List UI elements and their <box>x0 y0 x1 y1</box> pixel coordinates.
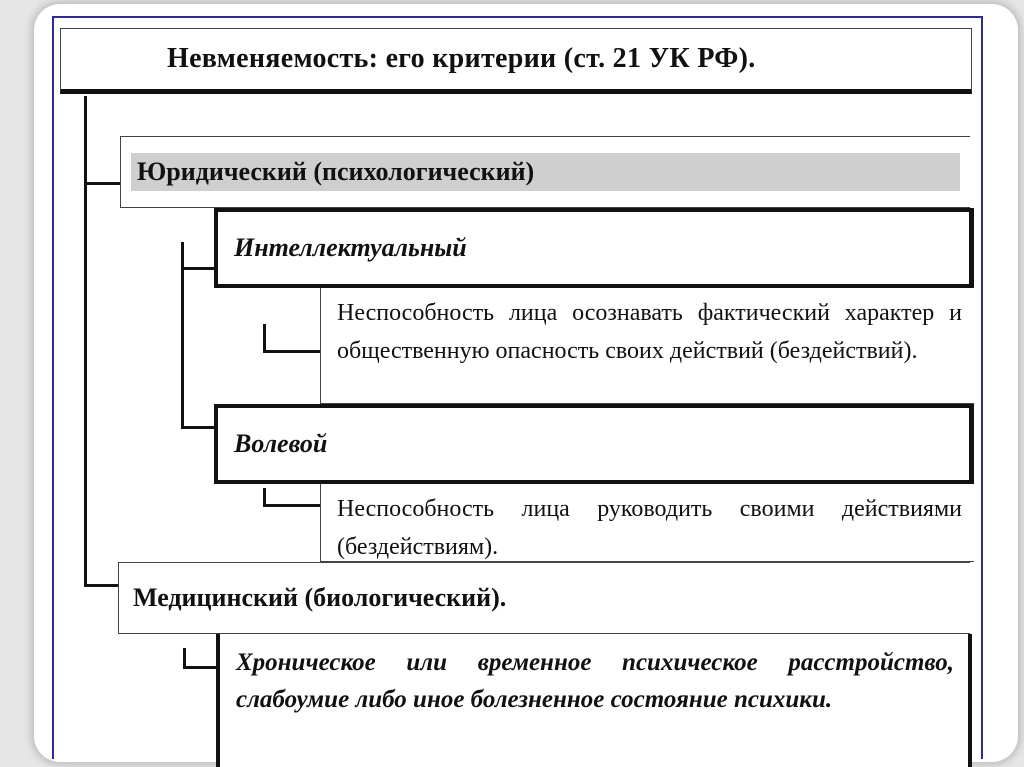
medical-description-box <box>216 634 972 767</box>
connector-to-medical-desc <box>183 666 217 669</box>
connector-to-volitional <box>181 426 216 429</box>
volitional-criterion-box: Волевой <box>214 404 974 484</box>
connector-to-intellectual <box>181 267 216 270</box>
intellectual-description-box <box>320 288 974 404</box>
connector-intellectual-desc-vertical <box>263 324 266 352</box>
connector-to-intellectual-desc <box>263 350 321 353</box>
intellectual-criterion-box: Интеллектуальный <box>214 208 974 288</box>
connector-to-medical <box>84 584 120 587</box>
volitional-description-box <box>320 484 974 562</box>
juridical-criterion-label: Юридический (психологический) <box>131 153 960 191</box>
volitional-description: Неспособность лица руководить своими действиями (бездействиям). <box>337 496 962 560</box>
medical-description: Хроническое или временное психическое расстройство, слабоумие либо иное болезненное состояние психики. <box>236 649 954 713</box>
page-title: Невменяемость: его критерии (ст. 21 УК РФ). <box>60 28 972 94</box>
medical-criterion-box: Медицинский (биологический). <box>118 562 970 634</box>
connector-to-juridical <box>84 182 122 185</box>
juridical-criterion-box <box>120 136 970 208</box>
connector-medical-desc-vertical <box>183 648 186 668</box>
connector-main-vertical <box>84 96 87 586</box>
connector-to-volitional-desc <box>263 504 321 507</box>
intellectual-description: Неспособность лица осознавать фактический характер и общественную опасность своих действий (бездействий). <box>337 300 962 364</box>
